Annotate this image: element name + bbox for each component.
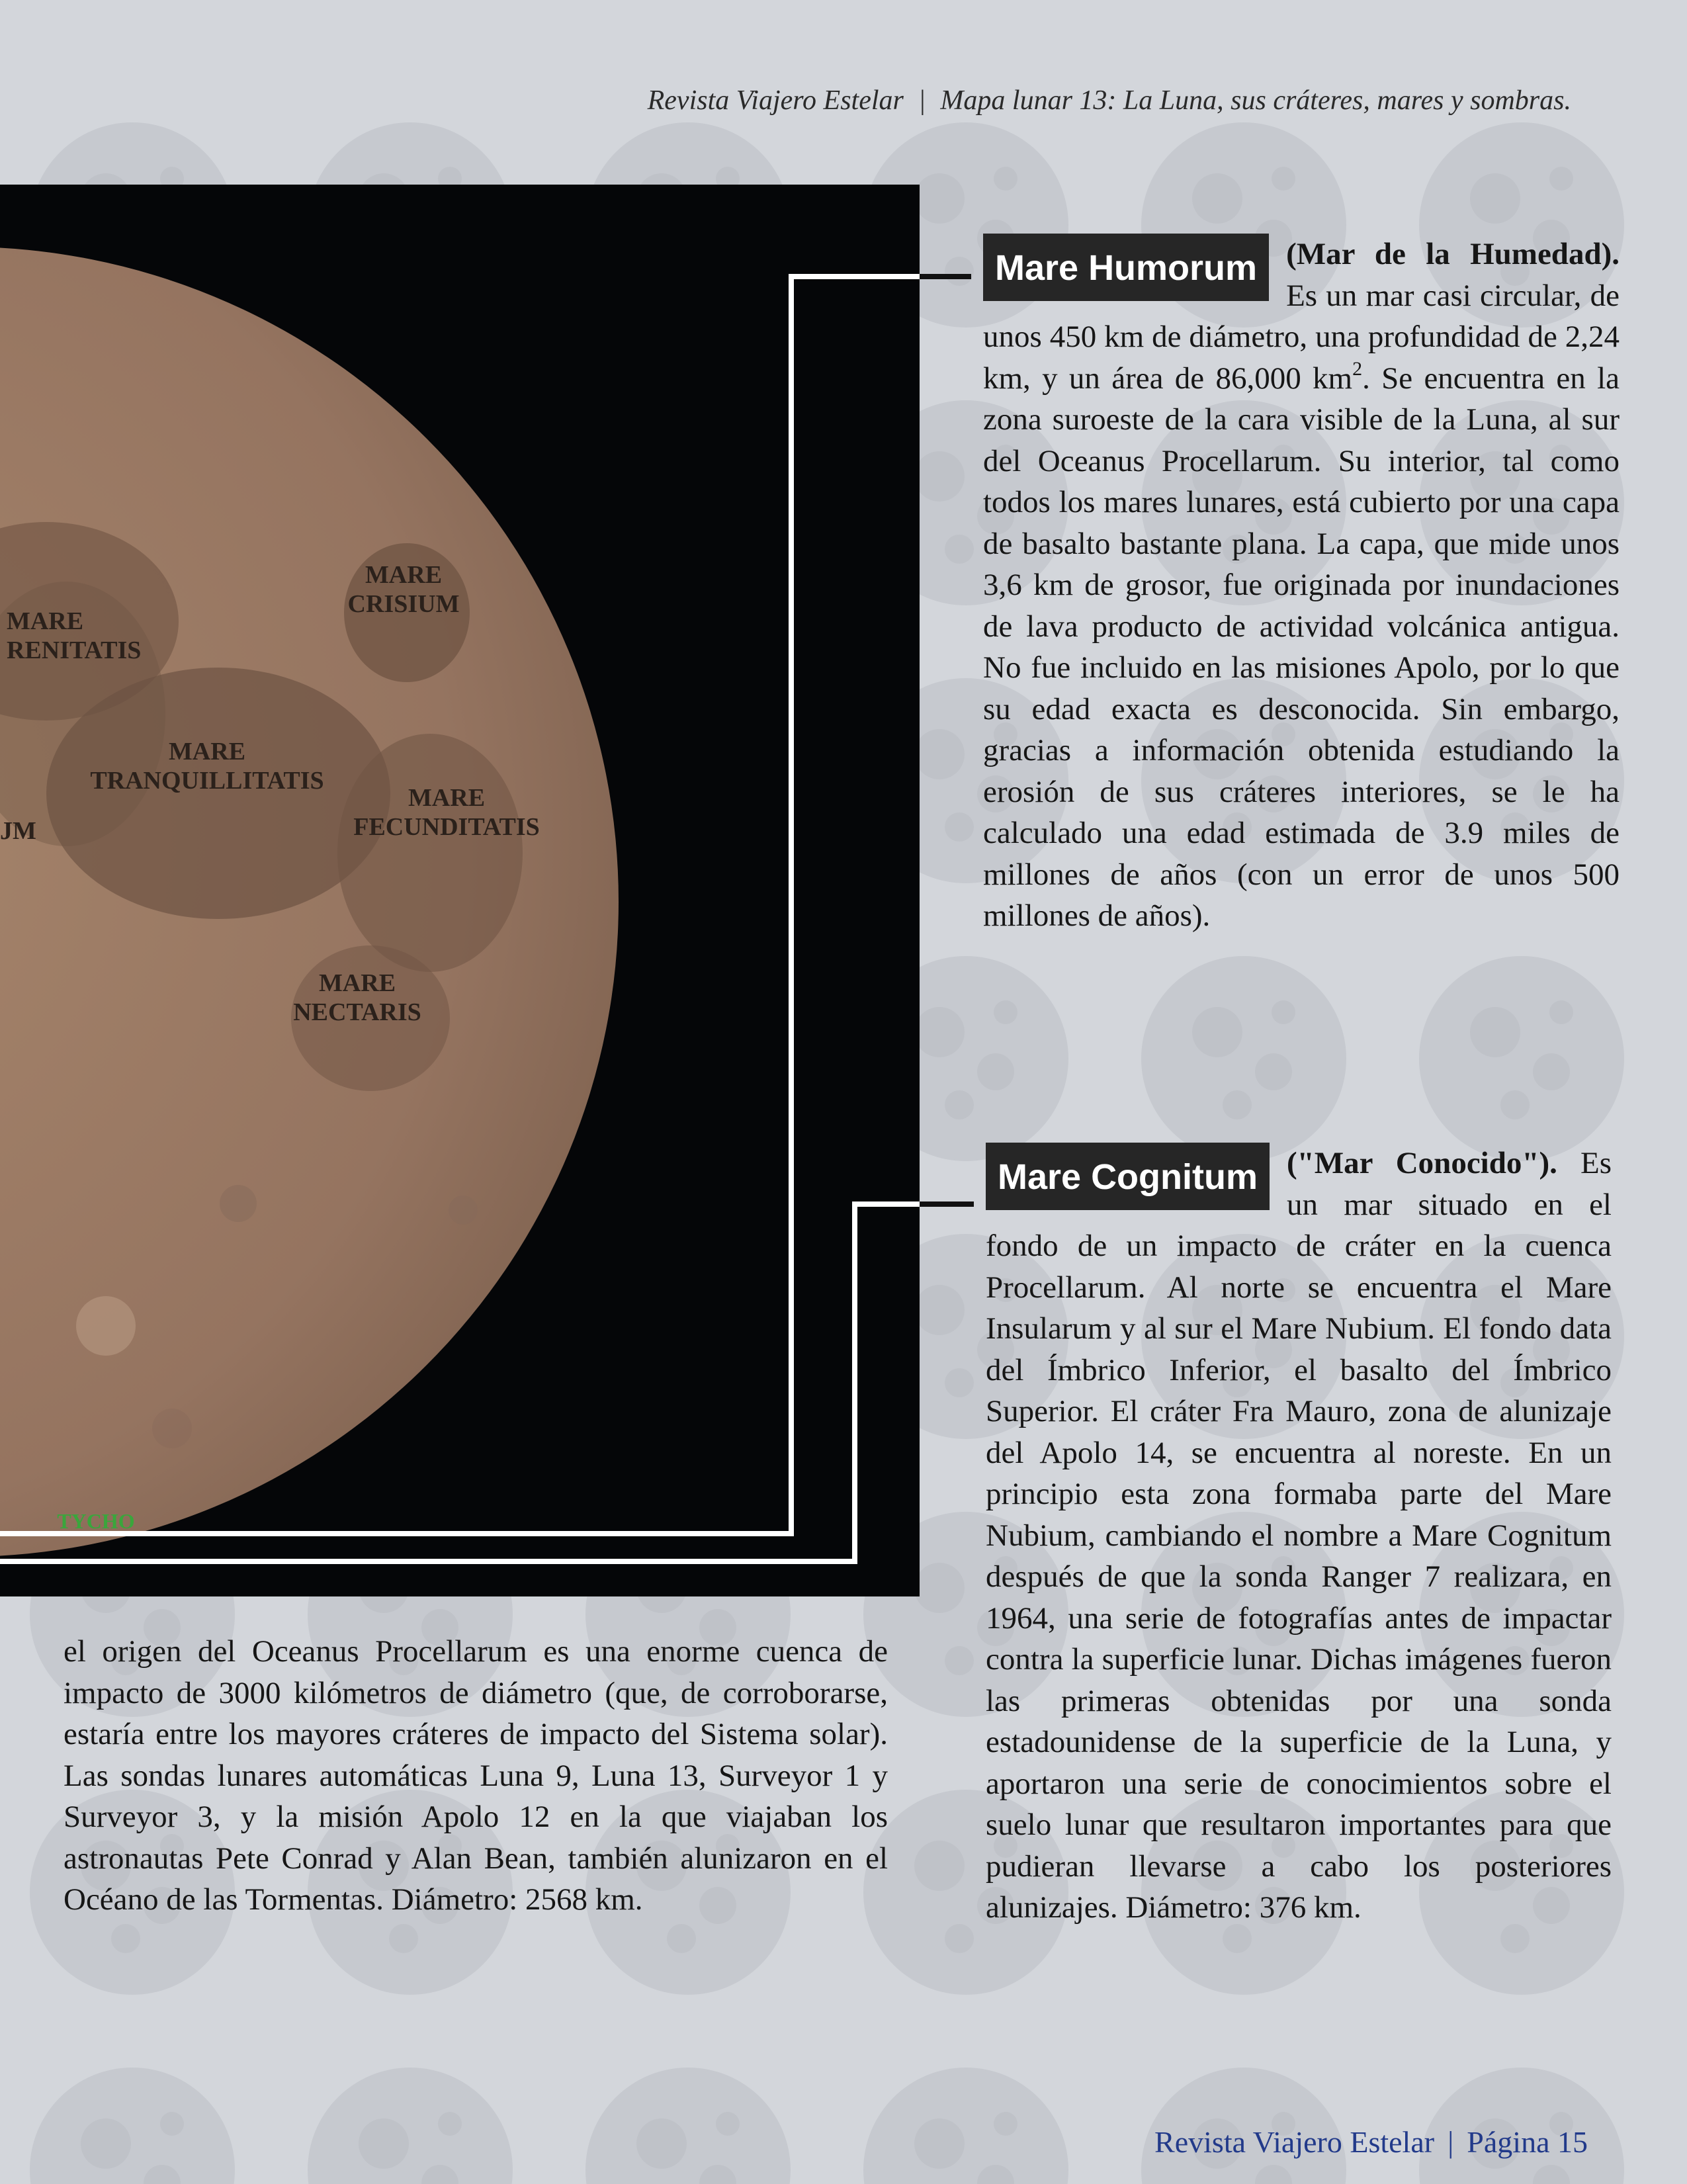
page-footer (1154, 2124, 1588, 2160)
watermark-moon (308, 2068, 513, 2184)
label-mare-crisium: MARE CRISIUM (347, 561, 460, 618)
mare-humorum-paragraph (983, 234, 1620, 937)
watermark-moon (585, 2068, 791, 2184)
watermark-moon (863, 2068, 1068, 2184)
procellarum-section (64, 1631, 888, 1921)
footer-magazine: Revista Viajero Estelar (1154, 2125, 1435, 2159)
footer-separator: | (1448, 2125, 1454, 2159)
moon-photograph (0, 185, 920, 1596)
mare-cognitum-tag: Mare Cognitum (986, 1143, 1270, 1210)
running-header (648, 85, 1571, 116)
label-mare-tranquillitatis: MARE TRANQUILLITATIS (90, 738, 324, 795)
header-title: Mapa lunar 13: La Luna, sus cráteres, mares y sombras. (940, 85, 1571, 116)
label-mare-nectaris: MARE NECTARIS (293, 969, 421, 1026)
moon-illustration (0, 185, 920, 1596)
label-mare-fecunditatis: MARE FECUNDITATIS (353, 784, 540, 841)
header-separator: | (918, 85, 926, 116)
procellarum-paragraph: el origen del Oceanus Procellarum es una enorme cuenca de impacto de 3000 kilómetros de diámetro (que, de corroborarse, estaría entre los mayores cráteres de impacto del Sistema solar). Las sondas lunares automáticas Luna 9, Luna 13, Surveyor 1 y Surveyor 3, y la misión Apolo 12 en la que viajaban los astronautas Pete Conrad y Alan Bean, también alunizaron en el Océano de las Tormentas. Diámetro: 2568 km. (64, 1634, 888, 1917)
label-mare-serenitatis: MARE RENITATIS (7, 607, 142, 664)
watermark-moon (1419, 956, 1624, 1161)
mare-humorum-section (983, 234, 1620, 937)
mare-humorum-lead: (Mar de la Humedad). (1286, 237, 1620, 271)
page-number: Página 15 (1467, 2125, 1588, 2159)
mare-cognitum-paragraph (986, 1143, 1612, 1929)
mare-cognitum-lead: ("Mar Conocido"). (1287, 1146, 1557, 1180)
label-tycho: TYCHO (57, 1509, 135, 1533)
mare-cognitum-section (986, 1143, 1612, 1929)
label-partial-mare: JM (0, 817, 36, 845)
header-magazine: Revista Viajero Estelar (647, 85, 904, 116)
superscript-two: 2 (1352, 357, 1363, 380)
moon-disc (0, 247, 619, 1557)
watermark-moon (30, 2068, 235, 2184)
mare-humorum-text-a: Es un mar casi circular, de unos 450 km de diámetro, una profundidad de 2,24 km, y un área de 86,000 km (983, 278, 1620, 396)
mare-humorum-tag: Mare Humorum (983, 234, 1269, 301)
mare-fecunditatis-shape (337, 734, 523, 972)
watermark-moon (1141, 956, 1346, 1161)
mare-humorum-text-b: . Se encuentra en la zona suroeste de la cara visible de la Luna, al sur del Oceanus Procellarum. Su interior, tal como todos los mares lunares, está cubierto por una capa de basalto bastante plana. La capa, que mide unos 3,6 km de grosor, fue originada por inundaciones de lava producto de actividad volcánica antigua. No fue incluido en las misiones Apolo, por lo que su edad exacta es desconocida. Sin embargo, gracias a información obtenida estudiando la erosión de sus cráteres interiores, se le ha calculado una edad estimada de 3.9 miles de millones de años (con un error de unos 500 millones de años). (983, 361, 1620, 933)
tycho-crater (76, 1296, 136, 1356)
mare-cognitum-text: Es un mar situado en el fondo de un impacto de cráter en la cuenca Procellarum. Al norte se encuentra el Mare Insularum y al sur el Mare Nubium. El fondo data del Ímbrico Inferior, el basalto del Ímbrico Superior. El cráter Fra Mauro, zona de alunizaje del Apolo 14, se encuentra al noreste. En un principio esta zona formaba parte del Mare Nubium, cambiando el nombre a Mare Cognitum después de que la sonda Ranger 7 realizara, en 1964, una serie de fotografías antes de impactar contra la superficie lunar. Dichas imágenes fueron las primeras obtenidas por una sonda estadounidense de la superficie de la Luna, y aportaron una serie de conocimientos sobre el suelo lunar que resultaron importantes para que pudieran llevarse a cabo los posteriores alunizajes. Diámetro: 376 km. (986, 1146, 1612, 1925)
